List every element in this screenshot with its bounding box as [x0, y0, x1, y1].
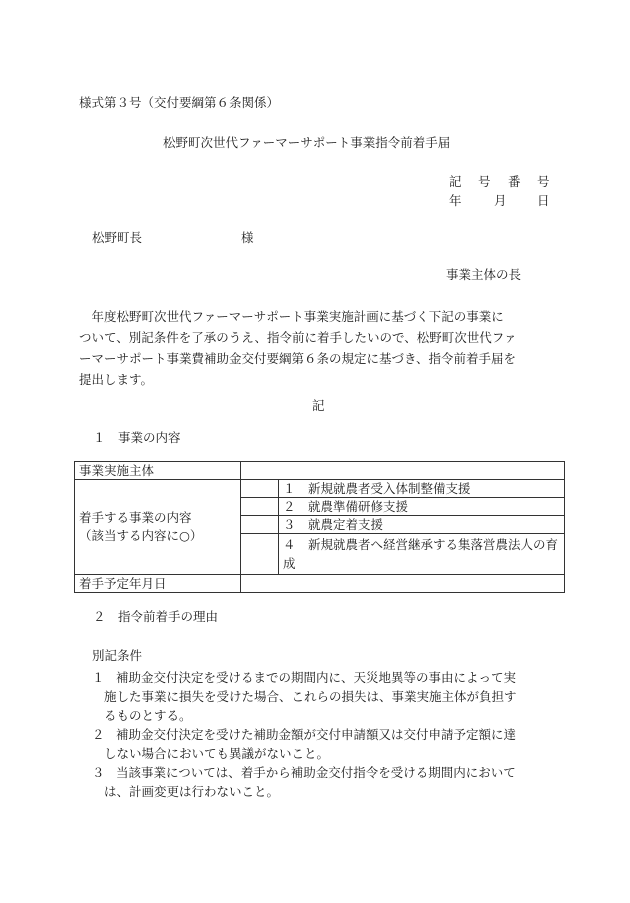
table-row	[75, 480, 565, 498]
body-line: 年度松野町次世代ファーマーサポート事業実施計画に基づく下記の事業に	[79, 309, 504, 324]
document-title: 松野町次世代ファーマーサポート事業指令前着手届	[163, 135, 451, 150]
option-3: ３ 就農定着支援	[279, 516, 565, 534]
option-1: １ 新規就農者受入体制整備支援	[279, 480, 565, 498]
applicant-label: 事業主体の長	[446, 267, 522, 282]
date-day: 日	[537, 193, 550, 208]
option-mark-cell[interactable]	[241, 480, 279, 498]
table-row	[75, 462, 565, 480]
option-4: ４ 新規就農者へ経営継承する集落営農法人の育 成	[279, 534, 565, 575]
table-row	[75, 575, 565, 593]
start-date-label: 着手予定年月日	[75, 575, 241, 593]
section-2-title: ２ 指令前着手の理由	[93, 609, 219, 624]
option-mark-cell[interactable]	[241, 498, 279, 516]
section-1-title: １ 事業の内容	[93, 430, 181, 445]
record-ban: 番	[508, 174, 521, 189]
content-label-line-1: 着手する事業の内容	[79, 510, 192, 525]
body-line: ついて、別記条件を了承のうえ、指令前に着手したいので、松野町次世代ファ	[79, 330, 517, 345]
ki-heading: 記	[312, 398, 325, 413]
addressee-honorific: 様	[241, 230, 254, 245]
content-label-line-2: （該当する内容に○）	[79, 528, 203, 543]
date-month: 月	[494, 193, 507, 208]
body-line: 提出します。	[79, 372, 154, 387]
form-number: 様式第３号（交付要綱第６条関係）	[79, 95, 280, 110]
conditions-title: 別記条件	[92, 648, 143, 663]
start-date-value[interactable]	[241, 575, 565, 593]
record-go-1: 号	[478, 174, 491, 189]
entity-value[interactable]	[241, 462, 565, 480]
option-mark-cell[interactable]	[241, 516, 279, 534]
body-paragraph	[79, 306, 554, 390]
body-line: ーマーサポート事業費補助金交付要綱第６条の規定に基づき、指令前着手届を	[79, 351, 517, 366]
addressee-name: 松野町長	[92, 230, 143, 245]
project-content-table	[74, 461, 565, 593]
date-year: 年	[449, 193, 462, 208]
record-go-2: 号	[537, 174, 550, 189]
entity-label: 事業実施主体	[75, 462, 241, 480]
record-ki: 記	[449, 174, 462, 189]
content-label	[75, 480, 241, 575]
option-mark-cell[interactable]	[241, 534, 279, 575]
option-2: ２ 就農準備研修支援	[279, 498, 565, 516]
